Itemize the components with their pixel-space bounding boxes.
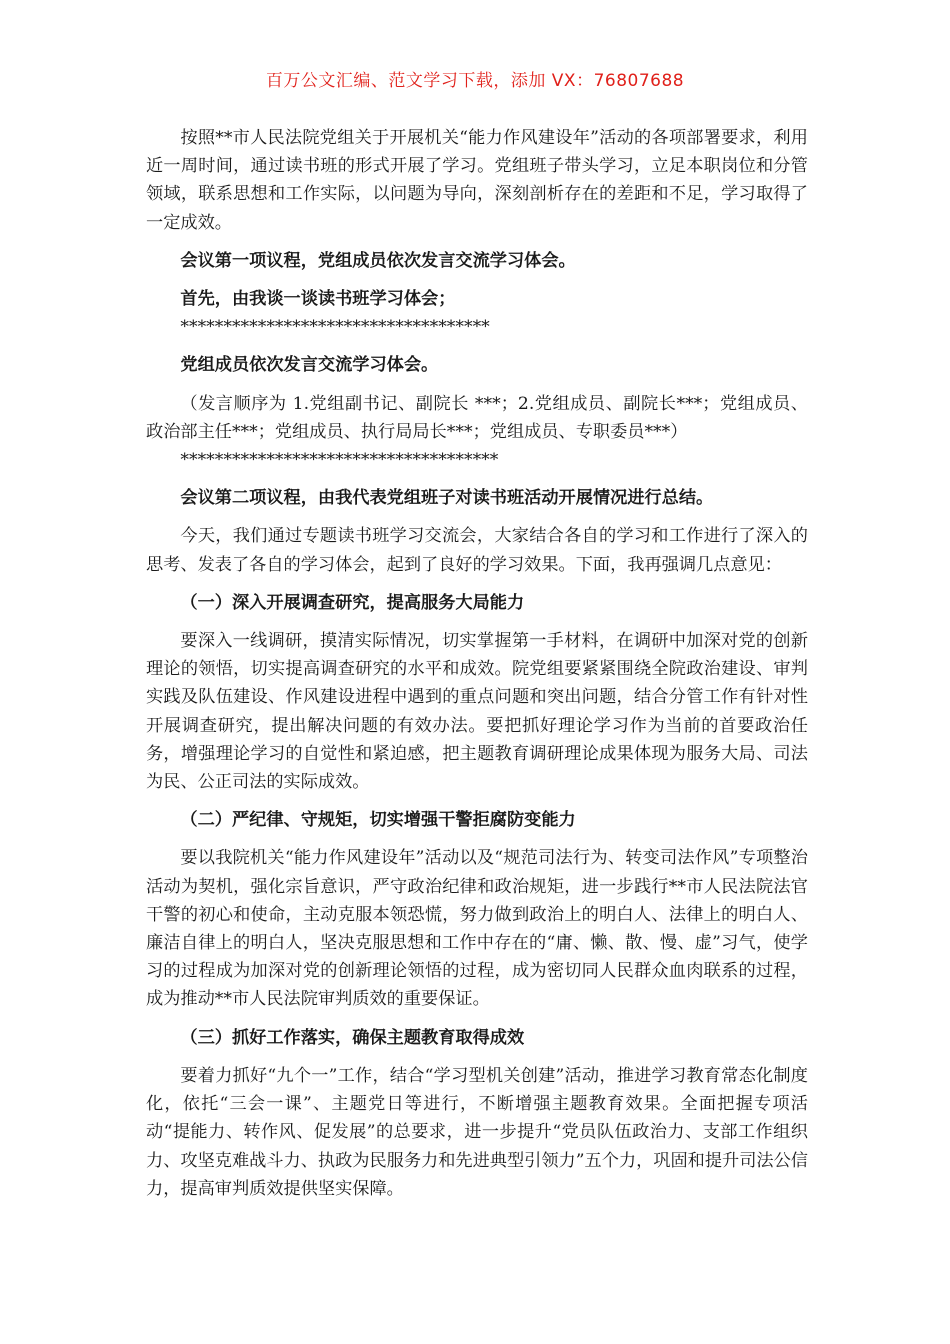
first-talk-line: 首先，由我谈一谈读书班学习体会；	[180, 289, 456, 310]
section-2-title: （二）严纪律、守规矩，切实增强干警拒腐防变能力	[180, 810, 576, 831]
members-talk-line: 党组成员依次发言交流学习体会。	[180, 355, 439, 376]
separator-stars-1: ************************************	[180, 317, 490, 338]
document-body	[146, 124, 808, 1203]
section-1-title: （一）深入开展调查研究，提高服务大局能力	[180, 592, 525, 613]
section-1-body: 要深入一线调研，摸清实际情况，切实掌握第一手材料，在调研中加深对党的创新理论的领悟，切实提高调查研究的水平和成效。院党组要紧紧围绕全院政治建设、审判实践及队伍建设、作风建设进程中遇到的重点问题和突出问题，结合分管工作有针对性开展调查研究，提出解决问题的有效办法。要把抓好理论学习作为当前的首要政治任务，增强理论学习的自觉性和紧迫感，把主题教育调研理论成果体现为服务大局、司法为民、公正司法的实际成效。	[146, 631, 808, 793]
agenda-item-1-title: 会议第一项议程，党组成员依次发言交流学习体会。	[180, 250, 576, 271]
summary-paragraph: 今天，我们通过专题读书班学习交流会，大家结合各自的学习和工作进行了深入的思考、发表了各自的学习体会，起到了良好的学习效果。下面，我再强调几点意见：	[146, 526, 808, 575]
section-2-body: 要以我院机关“能力作风建设年”活动以及“规范司法行为、转变司法作风”专项整治活动为契机，强化宗旨意识，严守政治纪律和政治规矩，进一步践行**市人民法院法官干警的初心和使命，主动克服本领恐慌，努力做到政治上的明白人、法律上的明白人、廉洁自律上的明白人，坚决克服思想和工作中存在的“庸、懒、散、慢、虚”习气，使学习的过程成为加深对党的创新理论领悟的过程，成为密切同人民群众血肉联系的过程，成为推动**市人民法院审判质效的重要保证。	[146, 848, 808, 1010]
speaking-order-paragraph: （发言顺序为 1.党组副书记、副院长 ***；2.党组成员、副院长***；党组成员、政治部主任***；党组成员、执行局局长***；党组成员、专职委员***）	[146, 393, 808, 442]
agenda-item-2-title: 会议第二项议程，由我代表党组班子对读书班活动开展情况进行总结。	[180, 488, 714, 509]
separator-stars-2: *************************************	[180, 450, 499, 471]
intro-paragraph: 按照**市人民法院党组关于开展机关“能力作风建设年”活动的各项部署要求，利用近一周时间，通过读书班的形式开展了学习。党组班子带头学习，立足本职岗位和分管领域，联系思想和工作实际，以问题为导向，深刻剖析存在的差距和不足，学习取得了一定成效。	[146, 128, 808, 233]
section-3-body: 要着力抓好“九个一”工作，结合“学习型机关创建”活动，推进学习教育常态化制度化，依托“三会一课”、主题党日等进行，不断增强主题教育效果。全面把握专项活动“提能力、转作风、促发展”的总要求，进一步提升“党员队伍政治力、支部工作组织力、攻坚克难战斗力、执政为民服务力和先进典型引领力”五个力，巩固和提升司法公信力，提高审判质效提供坚实保障。	[146, 1065, 808, 1199]
promo-banner: 百万公文汇编、范文学习下载，添加 VX：76807688	[265, 71, 685, 91]
section-3-title: （三）抓好工作落实，确保主题教育取得成效	[180, 1027, 525, 1048]
